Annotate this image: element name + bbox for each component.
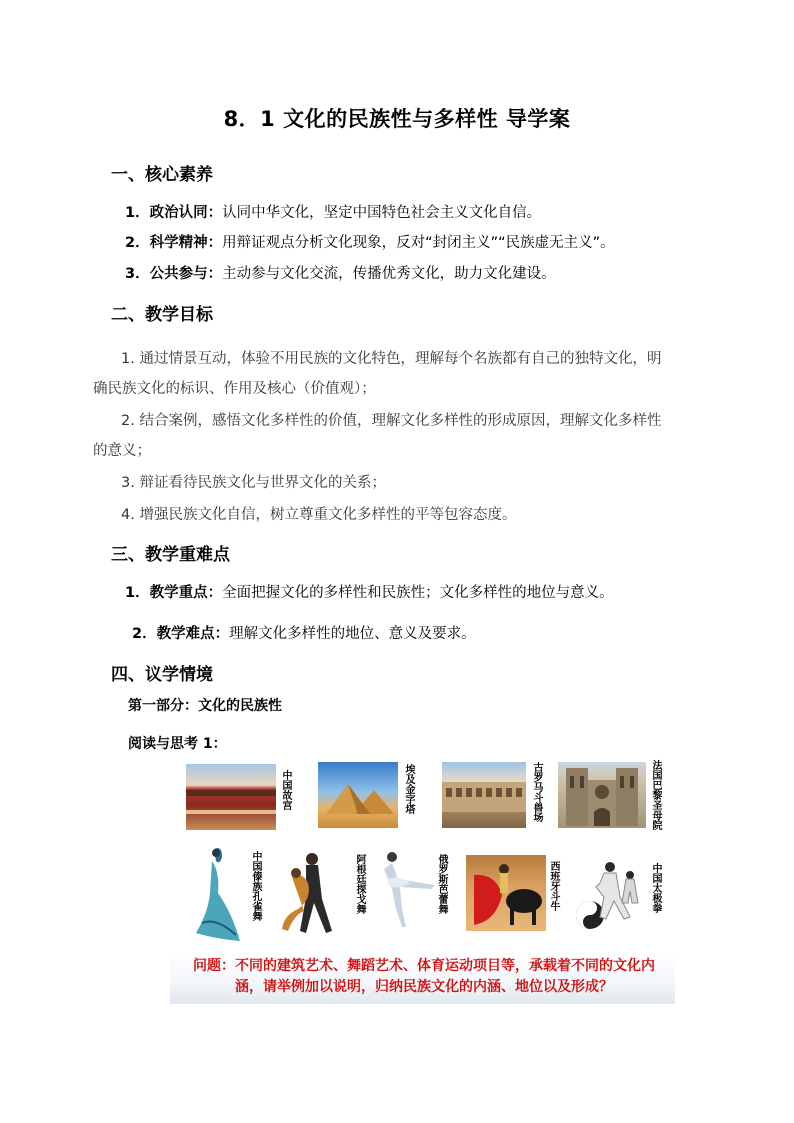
reading-1-title: 阅读与思考 1：: [128, 736, 227, 752]
caption-notre-dame: 法国巴黎圣母院: [650, 760, 661, 830]
question-box: [170, 952, 675, 1004]
bullfight-scene-icon: [466, 855, 546, 931]
bullfight-photo: [466, 855, 546, 931]
core-item-2-text: 用辩证观点分析文化现象，反对“封闭主义”“民族虚无主义”。: [222, 235, 615, 251]
key-point: [125, 581, 614, 602]
goal-2-line-2: 的意义；: [93, 443, 151, 459]
cathedral-facade-icon: [558, 762, 646, 828]
culture-collage: [170, 757, 675, 1005]
pyramid-shape-icon: [318, 762, 398, 828]
taichi-performers-icon: [570, 857, 648, 933]
goal-1-line-1: 1. 通过情景互动，体验不用民族的文化特色，理解每个名族都有自己的独特文化，明: [121, 351, 662, 367]
caption-peacock-dance: 中国傣族孔雀舞: [250, 851, 261, 921]
difficult-point-label: 2．教学难点：: [132, 626, 230, 642]
page-title: 8．1 文化的民族性与多样性 导学案: [223, 107, 571, 131]
tango-photo: [278, 849, 338, 937]
caption-taichi: 中国太极拳: [650, 863, 661, 913]
caption-pyramid: 埃及金字塔: [403, 764, 414, 814]
peacock-dancer-icon: [192, 843, 244, 945]
roof-line: [186, 790, 276, 796]
question-text: [176, 956, 672, 998]
core-item-3: [125, 262, 556, 283]
caption-bullfight: 西班牙斗牛: [548, 861, 559, 911]
caption-ballet: 俄罗斯芭蕾舞: [436, 854, 447, 914]
difficult-point: [132, 622, 476, 643]
goal-2-line-1: 2. 结合案例，感悟文化多样性的价值，理解文化多样性的形成原因，理解文化多样性: [121, 413, 662, 429]
question-line-2: 涵，请举例加以说明，归纳民族文化的内涵、地位以及形成？: [235, 979, 613, 995]
core-item-3-text: 主动参与文化交流，传播优秀文化，助力文化建设。: [222, 266, 556, 282]
caption-forbidden-city: 中国故宫: [280, 770, 291, 810]
core-item-2-label: 2．科学精神：: [125, 235, 223, 251]
part-1-title: 第一部分：文化的民族性: [128, 698, 282, 714]
notre-dame-photo: [558, 762, 646, 828]
caption-colosseum: 古罗马斗兽场: [531, 762, 542, 822]
core-item-1: [125, 201, 541, 222]
key-point-label: 1．教学重点：: [125, 585, 223, 601]
section-heading-core: 一、核心素养: [111, 165, 213, 185]
ballet-photo: [376, 849, 438, 929]
forbidden-city-photo: [186, 764, 276, 830]
colosseum-photo: [442, 762, 526, 828]
core-item-1-text: 认同中华文化，坚定中国特色社会主义文化自信。: [222, 205, 542, 221]
section-heading-goals: 二、教学目标: [111, 305, 213, 325]
peacock-dance-photo: [192, 843, 244, 945]
taichi-photo: [570, 857, 648, 933]
colosseum-arches-icon: [442, 762, 526, 828]
pyramid-photo: [318, 762, 398, 828]
core-item-1-label: 1．政治认同：: [125, 205, 223, 221]
ballet-dancer-icon: [376, 849, 438, 929]
goal-4: 4. 增强民族文化自信，树立尊重文化多样性的平等包容态度。: [121, 507, 517, 523]
goal-3: 3. 辩证看待民族文化与世界文化的关系；: [121, 475, 386, 491]
difficult-point-text: 理解文化多样性的地位、意义及要求。: [229, 626, 476, 642]
question-line-1: 问题：不同的建筑艺术、舞蹈艺术、体育运动项目等，承载着不同的文化内: [193, 958, 655, 974]
caption-tango: 阿根廷探戈舞: [354, 854, 365, 914]
section-heading-scenario: 四、议学情境: [111, 665, 213, 685]
goal-1-line-2: 确民族文化的标识、作用及核心（价值观）；: [93, 381, 376, 397]
courtyard-line: [186, 810, 276, 814]
core-item-3-label: 3．公共参与：: [125, 266, 223, 282]
core-item-2: [125, 231, 615, 252]
section-heading-key-points: 三、教学重难点: [111, 545, 230, 565]
tango-dancers-icon: [278, 849, 338, 937]
key-point-text: 全面把握文化的多样性和民族性；文化多样性的地位与意义。: [222, 585, 614, 601]
